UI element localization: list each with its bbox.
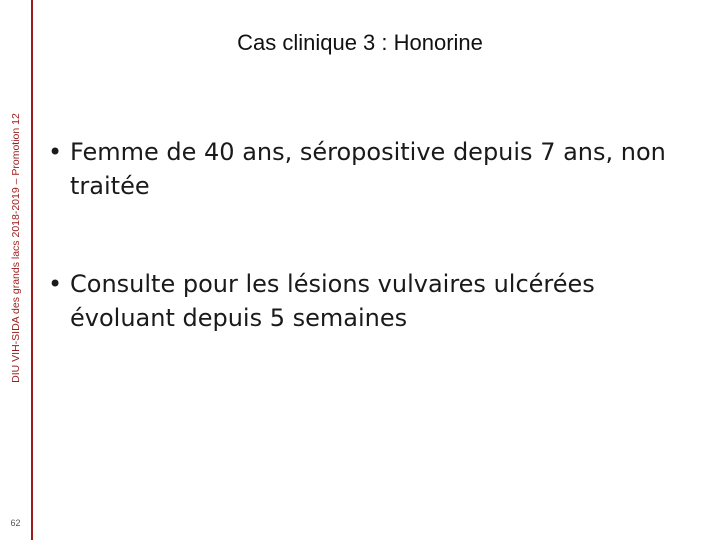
bullet-item [48,267,698,335]
bullet-text: Femme de 40 ans, séropositive depuis 7 ans, non traitée [70,138,666,200]
bullet-icon: • [48,138,63,166]
sidebar [0,0,33,540]
bullet-text: Consulte pour les lésions vulvaires ulcérées évoluant depuis 5 semaines [70,270,595,332]
page-number: 62 [10,518,21,528]
slide-title: Cas clinique 3 : Honorine [237,30,483,55]
bullet-icon: • [48,270,63,298]
bullet-item [48,135,698,203]
sidebar-course-label: DIU VIH-SIDA des grands lacs 2018-2019 – Promotion 12 [10,113,22,383]
bullet-list [48,135,698,399]
